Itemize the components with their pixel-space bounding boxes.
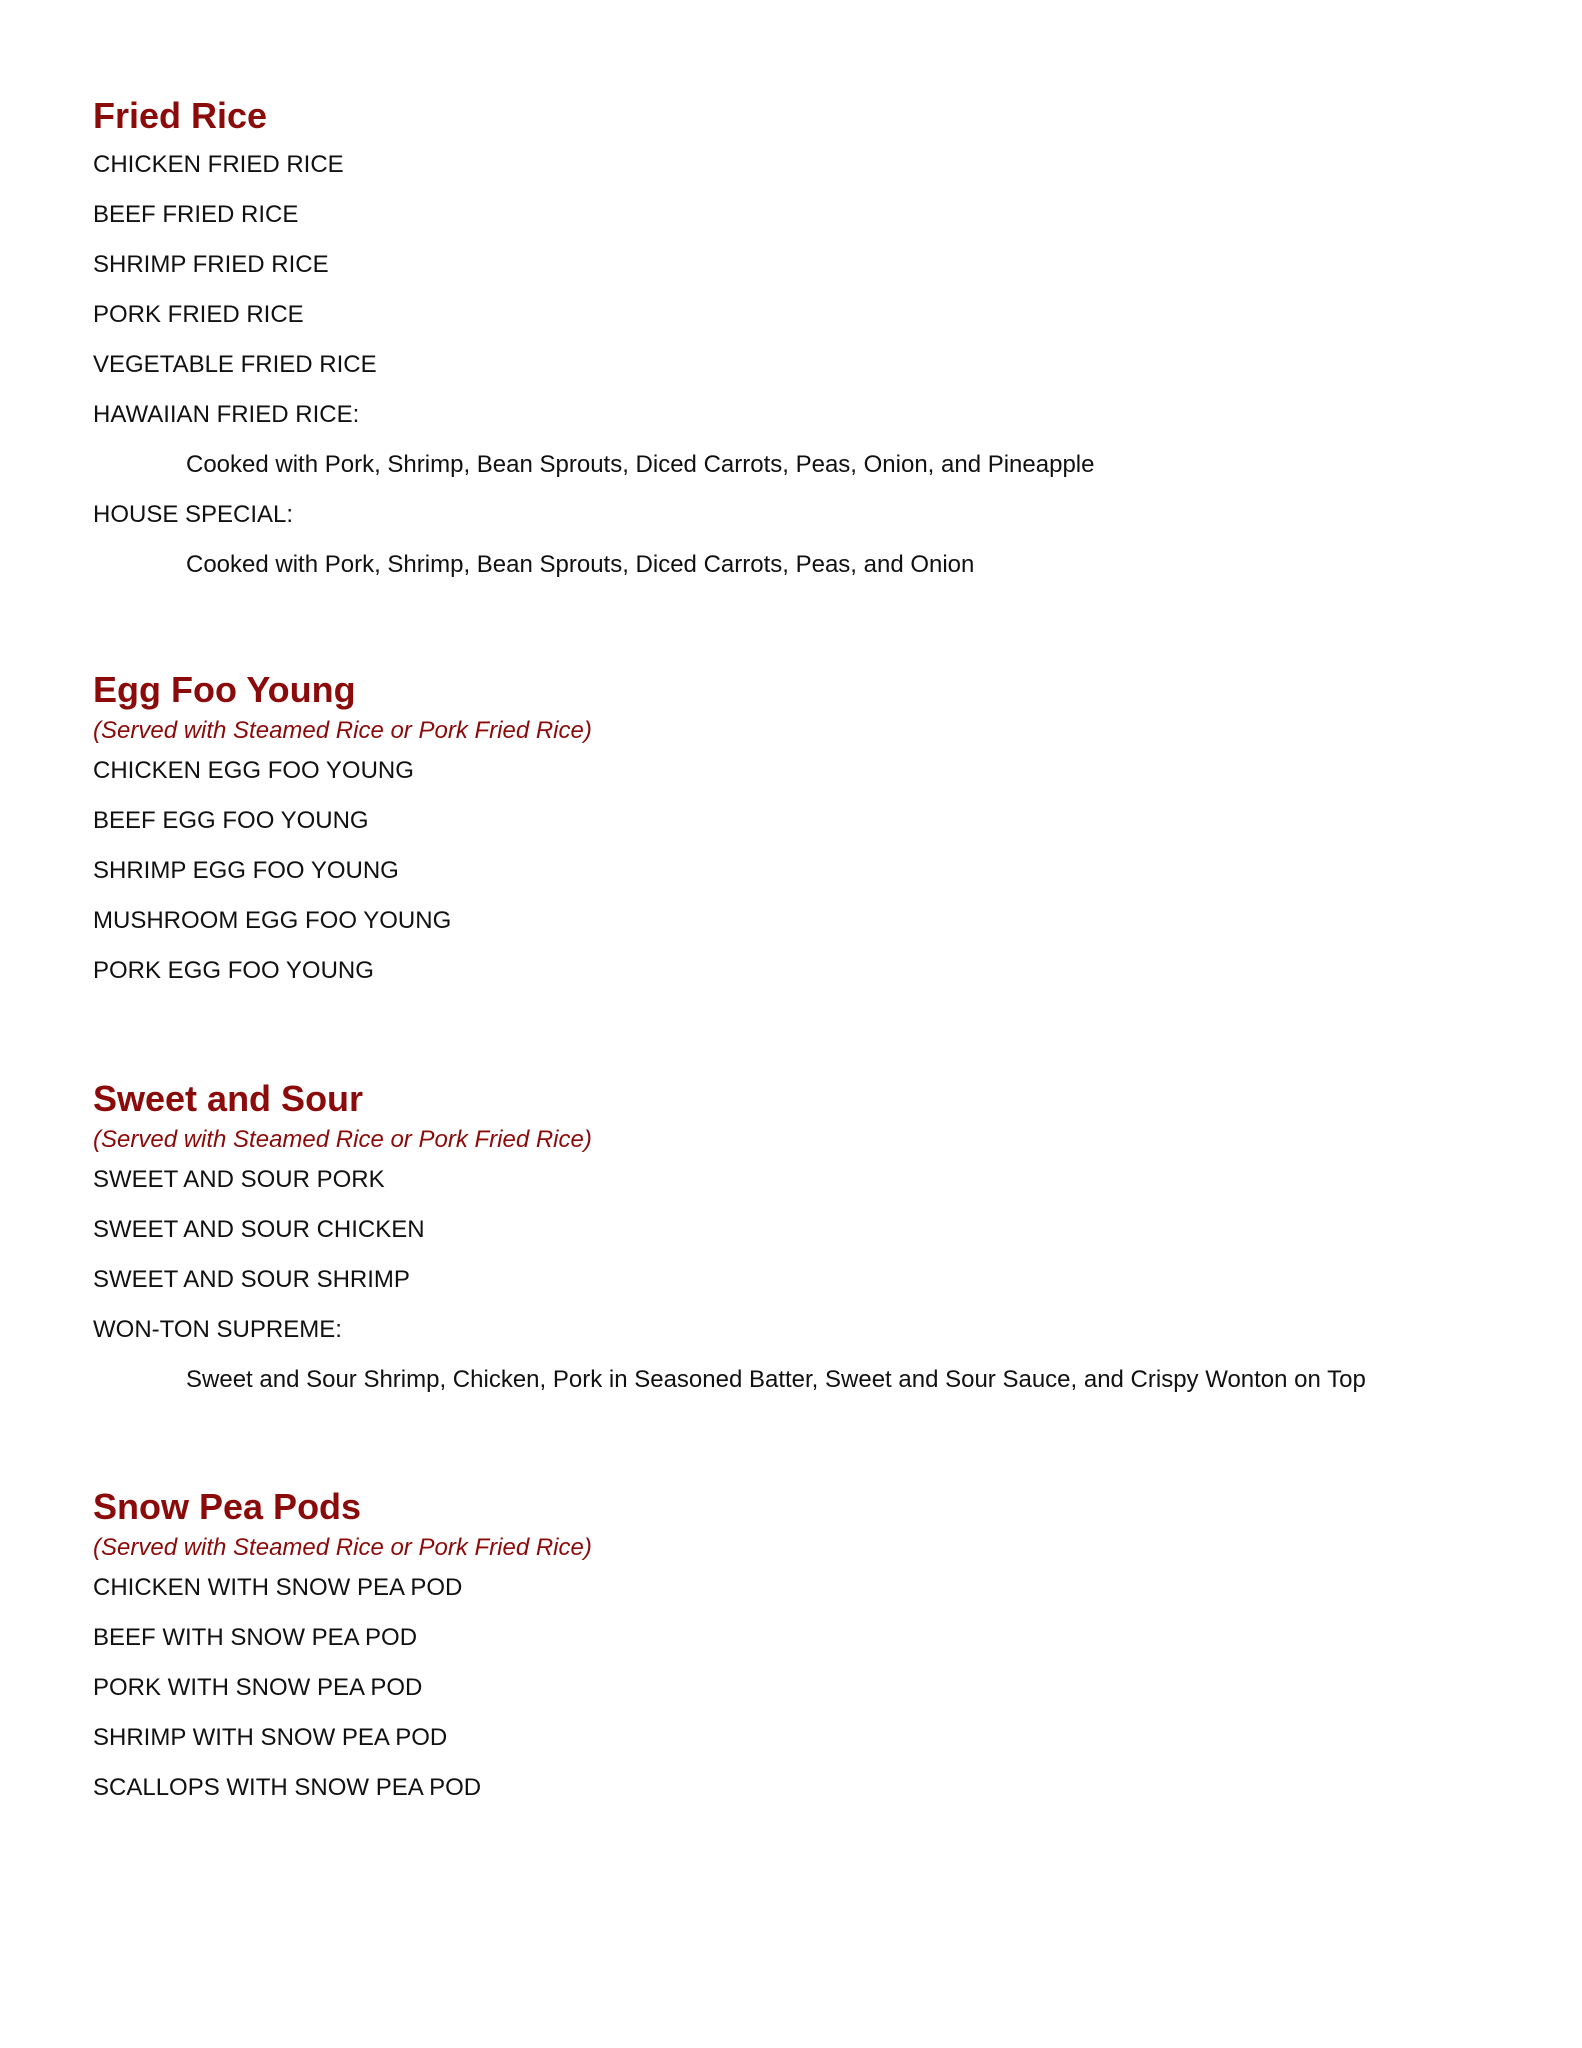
section-title: Snow Pea Pods	[93, 1486, 362, 1527]
section-note: (Served with Steamed Rice or Pork Fried Rice)	[93, 1126, 592, 1153]
menu-item-description: Sweet and Sour Shrimp, Chicken, Pork in Seasoned Batter, Sweet and Sour Sauce, and Crispy Wonton on Top	[186, 1366, 1366, 1393]
section-title: Sweet and Sour	[93, 1078, 364, 1119]
menu-item: MUSHROOM EGG FOO YOUNG	[93, 907, 452, 934]
section-note: (Served with Steamed Rice or Pork Fried Rice)	[93, 1534, 592, 1561]
menu-item: CHICKEN WITH SNOW PEA POD	[93, 1574, 463, 1601]
menu-item: CHICKEN FRIED RICE	[93, 151, 344, 178]
section-title: Egg Foo Young	[93, 669, 356, 710]
menu-item: SHRIMP WITH SNOW PEA POD	[93, 1724, 448, 1751]
menu-item: SHRIMP EGG FOO YOUNG	[93, 857, 399, 884]
menu-item: BEEF WITH SNOW PEA POD	[93, 1624, 418, 1651]
menu-item: BEEF FRIED RICE	[93, 201, 299, 228]
menu-item: VEGETABLE FRIED RICE	[93, 351, 377, 378]
menu-item: HOUSE SPECIAL:	[93, 501, 294, 528]
menu-item-list	[93, 746, 1493, 996]
section-fried-rice	[93, 96, 1493, 590]
menu-item: WON-TON SUPREME:	[93, 1316, 342, 1343]
menu-item: BEEF EGG FOO YOUNG	[93, 807, 369, 834]
menu-item: PORK EGG FOO YOUNG	[93, 957, 374, 984]
menu-item-list	[93, 1155, 1493, 1405]
menu-item: SHRIMP FRIED RICE	[93, 251, 329, 278]
menu-item-description: Cooked with Pork, Shrimp, Bean Sprouts, Diced Carrots, Peas, Onion, and Pineapple	[186, 451, 1095, 478]
menu-item: CHICKEN EGG FOO YOUNG	[93, 757, 414, 784]
menu-item: HAWAIIAN FRIED RICE:	[93, 401, 360, 428]
menu-item: PORK WITH SNOW PEA POD	[93, 1674, 423, 1701]
section-sweet-and-sour	[93, 1079, 1493, 1405]
menu-item: SWEET AND SOUR SHRIMP	[93, 1266, 410, 1293]
menu-item-list	[93, 1563, 1493, 1813]
section-note: (Served with Steamed Rice or Pork Fried Rice)	[93, 717, 592, 744]
section-title: Fried Rice	[93, 95, 268, 136]
menu-item-list	[93, 140, 1493, 590]
menu-item-description: Cooked with Pork, Shrimp, Bean Sprouts, Diced Carrots, Peas, and Onion	[186, 551, 975, 578]
section-egg-foo-young	[93, 670, 1493, 996]
menu-item: PORK FRIED RICE	[93, 301, 304, 328]
section-snow-pea-pods	[93, 1487, 1493, 1813]
menu-item: SWEET AND SOUR PORK	[93, 1166, 385, 1193]
menu-item: SWEET AND SOUR CHICKEN	[93, 1216, 425, 1243]
menu-item: SCALLOPS WITH SNOW PEA POD	[93, 1774, 482, 1801]
